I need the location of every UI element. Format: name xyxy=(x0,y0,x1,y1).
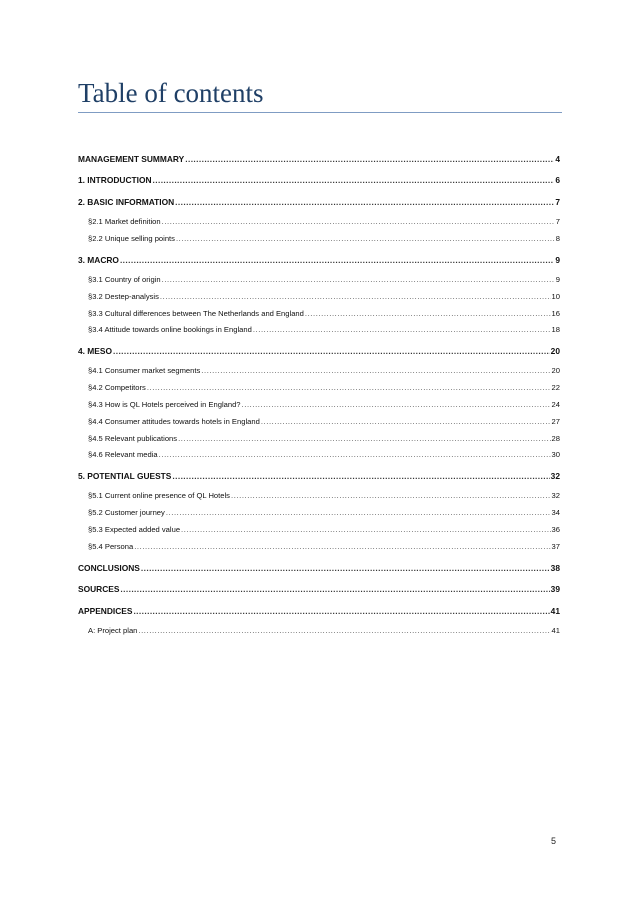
toc-entry-appendices[interactable] xyxy=(78,602,560,616)
toc-entry-page: 7 xyxy=(555,217,560,226)
toc-entry-unique-selling-points[interactable] xyxy=(88,230,560,244)
toc-entry-page: 7 xyxy=(555,197,560,207)
toc-dot-leader xyxy=(134,542,550,552)
toc-entry-page: 32 xyxy=(550,471,560,481)
toc-entry-conclusions[interactable] xyxy=(78,559,560,573)
toc-dot-leader xyxy=(133,606,549,616)
toc-entry-title: MANAGEMENT SUMMARY xyxy=(78,154,185,164)
toc-entry-page: 32 xyxy=(551,491,560,500)
toc-dot-leader xyxy=(120,584,549,594)
toc-entry-ql-hotels-perceived[interactable] xyxy=(88,396,560,410)
page-title: Table of contents xyxy=(78,78,264,108)
toc-entry-meso[interactable] xyxy=(78,342,560,356)
toc-entry-page: 20 xyxy=(551,366,560,375)
toc-dot-leader xyxy=(178,434,550,444)
toc-entry-page: 4 xyxy=(555,154,560,164)
toc-entry-page: 10 xyxy=(551,292,560,301)
toc-entry-relevant-publications[interactable] xyxy=(88,430,560,444)
toc-dot-leader xyxy=(242,400,551,410)
toc-entry-page: 6 xyxy=(555,175,560,185)
toc-entry-title: CONCLUSIONS xyxy=(78,563,140,573)
toc-entry-title: SOURCES xyxy=(78,584,120,594)
toc-entry-page: 36 xyxy=(551,525,560,534)
toc-entry-consumer-market-segments[interactable] xyxy=(88,362,560,376)
toc-dot-leader xyxy=(185,154,554,164)
toc-entry-expected-added-value[interactable] xyxy=(88,521,560,535)
toc-entry-page: 34 xyxy=(551,508,560,517)
page-number: 5 xyxy=(551,836,557,846)
toc-dot-leader xyxy=(166,508,551,518)
toc-entry-page: 9 xyxy=(555,275,560,284)
toc-entry-title: §3.2 Destep-analysis xyxy=(88,292,159,301)
toc-entry-market-definition[interactable] xyxy=(88,213,560,227)
toc-entry-current-online-presence[interactable] xyxy=(88,487,560,501)
toc-entry-persona[interactable] xyxy=(88,538,560,552)
toc-entry-page: 37 xyxy=(551,542,560,551)
toc-entry-page: 38 xyxy=(550,563,560,573)
toc-entry-attitude-online-bookings[interactable] xyxy=(88,321,560,335)
toc-entry-title: §2.1 Market definition xyxy=(88,217,161,226)
toc-entry-title: A: Project plan xyxy=(88,626,138,635)
toc-entry-title: §4.6 Relevant media xyxy=(88,450,158,459)
toc-dot-leader xyxy=(305,309,551,319)
toc-dot-leader xyxy=(120,255,554,265)
toc-dot-leader xyxy=(253,325,551,335)
toc-entry-title: §5.4 Persona xyxy=(88,542,134,551)
toc-entry-title: §4.1 Consumer market segments xyxy=(88,366,201,375)
toc-dot-leader xyxy=(231,491,551,501)
toc-entry-title: 4. MESO xyxy=(78,346,112,356)
toc-entry-title: §3.4 Attitude towards online bookings in England xyxy=(88,325,252,334)
toc-entry-country-of-origin[interactable] xyxy=(88,271,560,285)
toc-entry-page: 27 xyxy=(551,417,560,426)
toc-entry-title: §4.5 Relevant publications xyxy=(88,434,178,443)
toc-entry-management-summary[interactable] xyxy=(78,150,560,164)
toc-entry-page: 24 xyxy=(551,400,560,409)
toc-entry-introduction[interactable] xyxy=(78,171,560,185)
toc-entry-title: APPENDICES xyxy=(78,606,133,616)
toc-entry-page: 20 xyxy=(550,346,560,356)
toc-entry-destep-analysis[interactable] xyxy=(88,288,560,302)
toc-entry-page: 28 xyxy=(551,434,560,443)
toc-dot-leader xyxy=(147,383,551,393)
toc-entry-page: 39 xyxy=(550,584,560,594)
toc-dot-leader xyxy=(175,197,554,207)
toc-entry-competitors[interactable] xyxy=(88,379,560,393)
toc-dot-leader xyxy=(176,234,555,244)
toc-entry-title: 2. BASIC INFORMATION xyxy=(78,197,175,207)
toc-dot-leader xyxy=(141,563,550,573)
toc-entry-title: §5.1 Current online presence of QL Hotels xyxy=(88,491,230,500)
toc-dot-leader xyxy=(201,366,550,376)
toc-dot-leader xyxy=(162,275,555,285)
toc-dot-leader xyxy=(261,417,551,427)
toc-entry-page: 9 xyxy=(555,255,560,265)
toc-dot-leader xyxy=(113,346,550,356)
toc-entry-title: §4.4 Consumer attitudes towards hotels in England xyxy=(88,417,260,426)
toc-dot-leader xyxy=(160,292,551,302)
toc-entry-basic-information[interactable] xyxy=(78,193,560,207)
toc-entry-customer-journey[interactable] xyxy=(88,504,560,518)
toc-entry-page: 30 xyxy=(551,450,560,459)
toc-entry-title: §5.3 Expected added value xyxy=(88,525,181,534)
toc-dot-leader xyxy=(159,450,551,460)
toc-entry-title: §4.3 How is QL Hotels perceived in England? xyxy=(88,400,241,409)
toc-entry-potential-guests[interactable] xyxy=(78,467,560,481)
toc-entry-sources[interactable] xyxy=(78,580,560,594)
toc-dot-leader xyxy=(138,626,550,636)
toc-dot-leader xyxy=(172,471,549,481)
title-divider xyxy=(78,112,562,113)
toc-entry-title: 3. MACRO xyxy=(78,255,119,265)
toc-dot-leader xyxy=(153,175,555,185)
toc-entry-cultural-differences[interactable] xyxy=(88,305,560,319)
toc-entry-project-plan[interactable] xyxy=(88,622,560,636)
toc-entry-title: §3.3 Cultural differences between The Netherlands and England xyxy=(88,309,304,318)
toc-entry-title: 5. POTENTIAL GUESTS xyxy=(78,471,172,481)
toc-entry-page: 22 xyxy=(551,383,560,392)
toc-entry-page: 16 xyxy=(551,309,560,318)
toc-entry-title: §4.2 Competitors xyxy=(88,383,146,392)
toc-entry-page: 18 xyxy=(551,325,560,334)
toc-entry-page: 8 xyxy=(555,234,560,243)
toc-dot-leader xyxy=(162,217,555,227)
toc-dot-leader xyxy=(181,525,551,535)
toc-entry-consumer-attitudes-hotels[interactable] xyxy=(88,413,560,427)
toc-entry-title: §5.2 Customer journey xyxy=(88,508,165,517)
toc-entry-page: 41 xyxy=(551,626,560,635)
toc-entry-page: 41 xyxy=(550,606,560,616)
toc-entry-relevant-media[interactable] xyxy=(88,446,560,460)
toc-entry-macro[interactable] xyxy=(78,251,560,265)
toc-entry-title: §2.2 Unique selling points xyxy=(88,234,175,243)
toc-entry-title: 1. INTRODUCTION xyxy=(78,175,152,185)
toc-entry-title: §3.1 Country of origin xyxy=(88,275,161,284)
